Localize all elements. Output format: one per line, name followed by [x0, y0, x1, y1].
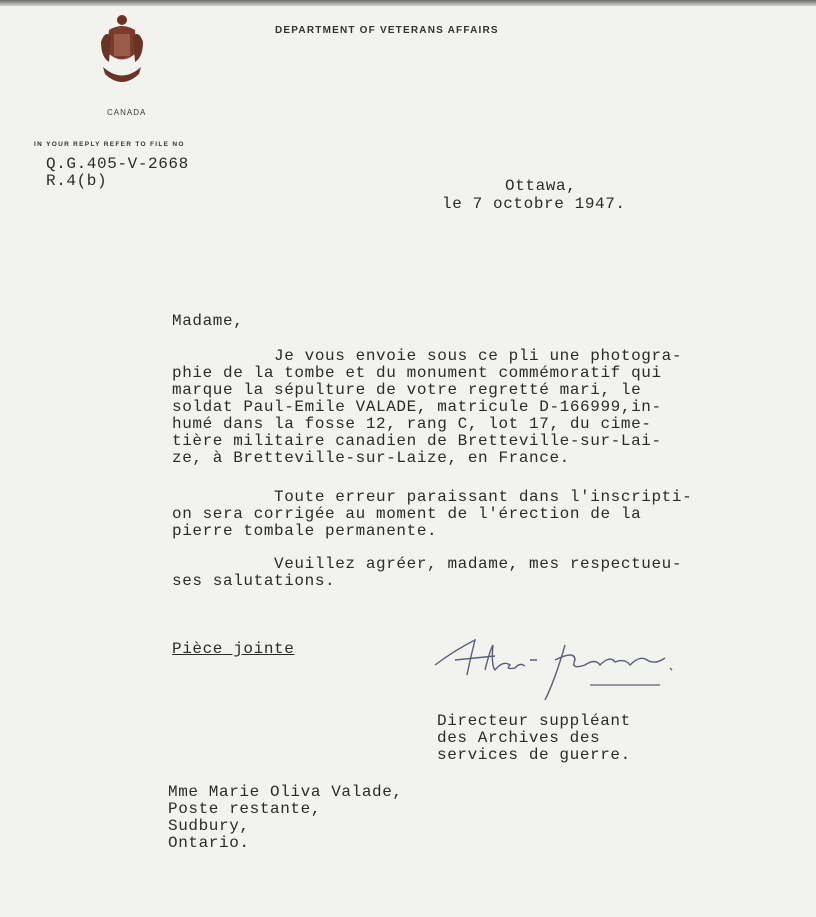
- text-line: tière militaire canadien de Bretteville-sur-Lai-: [172, 432, 662, 450]
- paragraph-3: [172, 556, 682, 590]
- text-line: on sera corrigée au moment de l'érection de la: [172, 505, 642, 523]
- text-line: Mme Marie Oliva Valade,: [168, 783, 403, 801]
- text-line: ses salutations.: [172, 572, 336, 590]
- reply-reference-label: IN YOUR REPLY REFER TO FILE NO: [34, 141, 185, 148]
- recipient-address: [168, 784, 403, 852]
- text-line: Poste restante,: [168, 800, 322, 818]
- text-line: Je vous envoie sous ce pli une photogra-: [172, 347, 683, 365]
- coat-of-arms-logo: [97, 12, 147, 92]
- text-line: Sudbury,: [168, 817, 250, 835]
- text-line: Ontario.: [168, 834, 250, 852]
- text-line: Toute erreur paraissant dans l'inscripti-: [172, 488, 693, 506]
- paragraph-2: [172, 489, 692, 540]
- country-label: CANADA: [107, 108, 147, 117]
- file-line: Q.G.405-V-2668: [46, 155, 189, 173]
- enclosure-note: Pièce jointe: [172, 640, 295, 658]
- text-line: services de guerre.: [437, 746, 631, 764]
- text-line: Directeur suppléant: [437, 712, 631, 730]
- window-edge: [0, 0, 816, 6]
- handwritten-signature: [425, 630, 695, 710]
- signer-title: [437, 713, 631, 764]
- place: Ottawa,: [505, 177, 577, 195]
- text-line: soldat Paul-Emile VALADE, matricule D-166999,in-: [172, 398, 662, 416]
- date: le 7 octobre 1947.: [442, 195, 626, 213]
- salutation: Madame,: [172, 312, 244, 330]
- text-line: marque la sépulture de votre regretté mari, le: [172, 381, 642, 399]
- text-line: pierre tombale permanente.: [172, 522, 438, 540]
- department-heading: DEPARTMENT OF VETERANS AFFAIRS: [275, 25, 499, 36]
- text-line: phie de la tombe et du monument commémoratif qui: [172, 364, 662, 382]
- file-number: [46, 156, 189, 190]
- text-line: des Archives des: [437, 729, 601, 747]
- text-line: ze, à Bretteville-sur-Laize, en France.: [172, 449, 570, 467]
- text-line: humé dans la fosse 12, rang C, lot 17, du cime-: [172, 415, 652, 433]
- file-line: R.4(b): [46, 172, 108, 190]
- paragraph-1: [172, 348, 682, 467]
- text-line: Veuillez agréer, madame, mes respectueu-: [172, 555, 683, 573]
